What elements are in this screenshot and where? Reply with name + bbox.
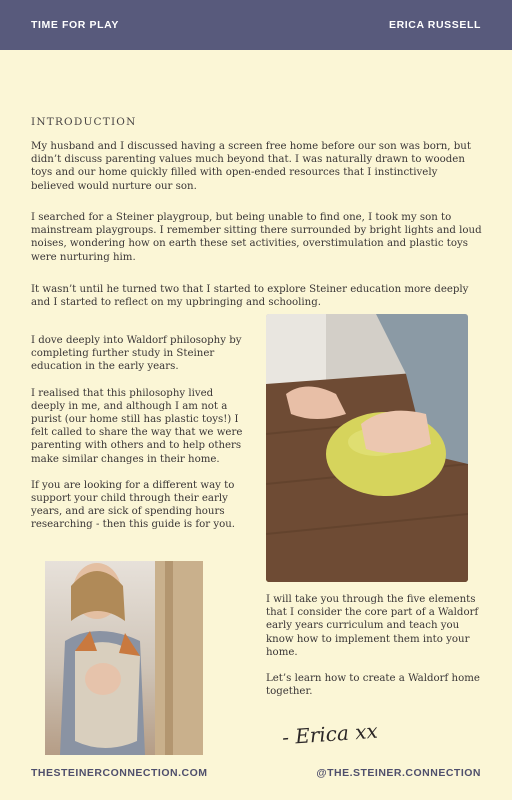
header-title: TIME FOR PLAY — [31, 19, 119, 31]
left-paragraph-1: I dove deeply into Waldorf philosophy by completing further study in Steiner education in the early years. — [31, 335, 242, 373]
website-link[interactable]: THESTEINERCONNECTION.COM — [31, 767, 208, 779]
left-paragraph-3: If you are looking for a different way to support your child through their early years, and are sick of spending hours researching - then this guide is for you. — [31, 479, 236, 531]
signature: - Erica xx — [281, 718, 379, 750]
left-column — [31, 334, 246, 545]
intro-paragraph-1: My husband and I discussed having a screen free home before our son was born, but didn’t discuss parenting values much beyond that. I was naturally drawn to wooden toys and our home quickly filled with open-ended resources that I instinctively believed would nurture our son. — [31, 141, 471, 192]
header-author: ERICA RUSSELL — [389, 19, 481, 31]
author-photo — [45, 561, 203, 755]
right-paragraph-1: I will take you through the five elements that I consider the core part of a Waldorf early years curriculum and teach you know how to implement them into your home. — [266, 594, 479, 658]
author-illustration — [45, 561, 203, 755]
intro-paragraph-2: I searched for a Steiner playgroup, but being unable to find one, I took my son to mainstream playgroups. I remember sitting there surrounded by bright lights and loud noises, wondering how on earth these set activities, overstimulation and plastic toys were nurturing him. — [31, 212, 482, 263]
right-paragraph-2: Let’s learn how to create a Waldorf home together. — [266, 673, 480, 698]
social-handle[interactable]: @THE.STEINER.CONNECTION — [316, 767, 481, 779]
left-paragraph-2: I realised that this philosophy lived deeply in me, and although I am not a purist (our home still has plastic toys!) I felt called to share the way that we were parenting with others and to help others make similar changes in their home. — [31, 387, 243, 465]
intro-paragraph-3: It wasn’t until he turned two that I started to explore Steiner education more deeply and I started to reflect on my upbringing and schooling. — [31, 284, 469, 309]
section-heading: INTRODUCTION — [31, 116, 137, 128]
right-column — [266, 593, 481, 711]
playdough-illustration — [266, 314, 468, 582]
playdough-photo — [266, 314, 468, 582]
header-bar — [0, 0, 512, 50]
